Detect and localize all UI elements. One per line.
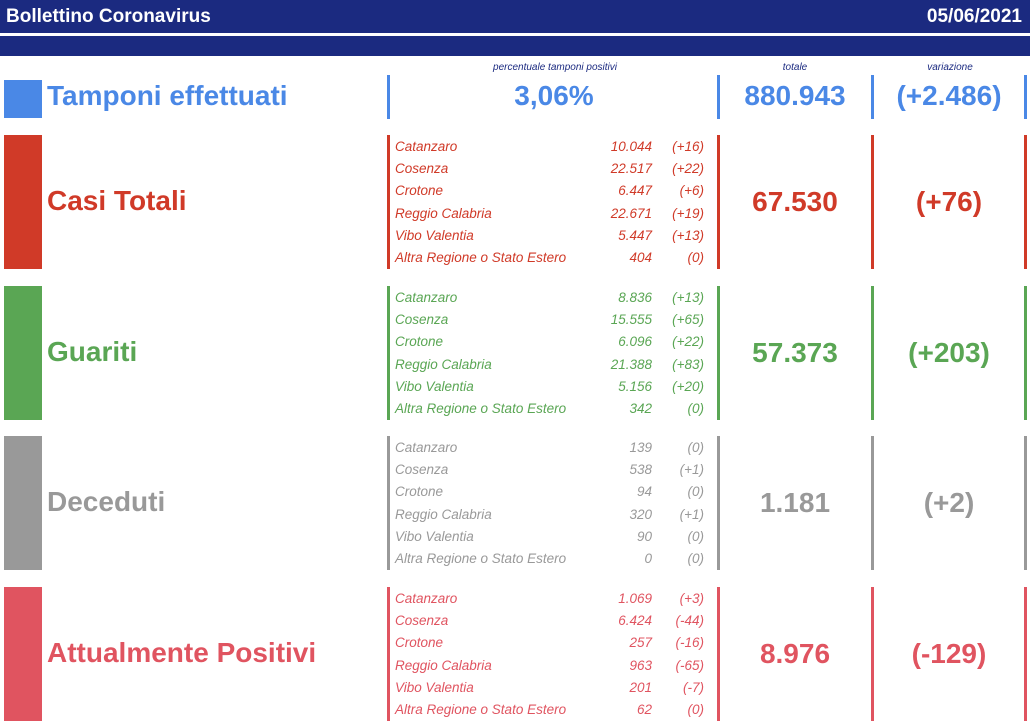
positivi-divider: [1024, 587, 1027, 721]
province-value: 8.836: [618, 290, 652, 305]
province-name: Cosenza: [395, 161, 449, 177]
province-delta: (+6): [679, 183, 704, 199]
province-name: Vibo Valentia: [395, 528, 474, 544]
casi-label: Casi Totali: [47, 185, 187, 216]
column-header-total: totale: [782, 62, 808, 73]
province-delta: (0): [687, 440, 704, 455]
province-name: Vibo Valentia: [395, 227, 474, 243]
province-delta: (-65): [675, 657, 704, 673]
province-value: 320: [629, 506, 652, 522]
tamponi-total: 880.943: [744, 80, 846, 111]
province-delta: (+22): [672, 334, 704, 350]
province-value: 21.388: [610, 356, 652, 372]
casi-color-block: [4, 135, 42, 269]
bulletin-date: 05/06/2021: [926, 6, 1022, 27]
province-value: 6.096: [618, 334, 652, 350]
deceduti-color-block: [4, 436, 42, 570]
province-name: Altra Regione o Stato Estero: [395, 250, 567, 265]
province-value: 94: [636, 484, 652, 500]
province-value: 22.671: [610, 205, 652, 221]
province-name: Catanzaro: [395, 591, 458, 606]
province-name: Catanzaro: [395, 290, 458, 305]
casi-divider: [1024, 135, 1027, 269]
tamponi-variation: (+2.486): [896, 80, 1002, 111]
province-delta: (0): [687, 401, 704, 416]
casi-total: 67.530: [752, 186, 838, 217]
province-value: 963: [629, 657, 652, 673]
column-header-variation: variazione: [927, 62, 973, 73]
positivi-variation: (-129): [911, 638, 987, 669]
province-name: Cosenza: [395, 312, 449, 328]
province-name: Reggio Calabria: [395, 205, 492, 221]
column-header-percent: percentuale tamponi positivi: [493, 62, 617, 73]
province-name: Catanzaro: [395, 440, 458, 455]
province-delta: (+13): [672, 227, 704, 243]
province-delta: (0): [687, 484, 704, 500]
province-name: Vibo Valentia: [395, 679, 474, 695]
province-delta: (0): [687, 551, 704, 566]
province-delta: (+3): [679, 591, 704, 606]
province-name: Altra Regione o Stato Estero: [395, 401, 567, 416]
province-value: 404: [629, 250, 652, 265]
tamponi-divider: [1024, 75, 1027, 119]
casi-variation: (+76): [915, 186, 983, 217]
positivi-divider: [387, 587, 390, 721]
header-band: [0, 36, 1030, 56]
province-delta: (+65): [672, 312, 704, 328]
province-delta: (+19): [672, 205, 704, 221]
province-value: 6.447: [618, 183, 652, 199]
province-name: Altra Regione o Stato Estero: [395, 551, 567, 566]
guariti-total: 57.373: [752, 337, 838, 368]
header-bar: [0, 0, 1030, 33]
province-value: 6.424: [618, 613, 652, 629]
positivi-label: Attualmente Positivi: [47, 637, 317, 668]
guariti-divider: [1024, 286, 1027, 420]
province-delta: (+20): [672, 378, 704, 394]
tamponi-percent: 3,06%: [514, 80, 594, 111]
province-value: 139: [629, 440, 652, 455]
deceduti-label: Deceduti: [47, 486, 166, 517]
tamponi-label: Tamponi effettuati: [47, 80, 288, 111]
province-value: 1.069: [618, 591, 652, 606]
province-delta: (+16): [672, 139, 704, 154]
province-name: Reggio Calabria: [395, 356, 492, 372]
deceduti-divider: [1024, 436, 1027, 570]
guariti-variation: (+203): [908, 337, 990, 368]
province-name: Crotone: [395, 183, 444, 199]
province-name: Crotone: [395, 484, 444, 500]
province-name: Cosenza: [395, 613, 449, 629]
province-name: Cosenza: [395, 462, 449, 478]
positivi-total: 8.976: [759, 638, 831, 669]
province-delta: (+1): [679, 506, 704, 522]
province-value: 201: [629, 679, 652, 695]
province-name: Reggio Calabria: [395, 506, 492, 522]
province-value: 0: [644, 551, 652, 566]
casi-divider: [387, 135, 390, 269]
province-value: 22.517: [610, 161, 652, 177]
guariti-divider: [387, 286, 390, 420]
guariti-color-block: [4, 286, 42, 420]
province-delta: (0): [687, 702, 704, 717]
province-value: 5.447: [618, 227, 652, 243]
province-name: Reggio Calabria: [395, 657, 492, 673]
province-delta: (+13): [672, 290, 704, 305]
bulletin-title: Bollettino Coronavirus: [6, 6, 211, 27]
deceduti-variation: (+2): [923, 487, 975, 518]
deceduti-divider: [387, 436, 390, 570]
province-value: 5.156: [618, 378, 652, 394]
province-name: Catanzaro: [395, 139, 458, 154]
province-value: 10.044: [610, 139, 652, 154]
province-delta: (-16): [675, 635, 704, 651]
province-value: 257: [629, 635, 652, 651]
tamponi-color-block: [4, 80, 42, 118]
province-delta: (0): [687, 250, 704, 265]
province-delta: (+22): [672, 161, 704, 177]
province-value: 342: [629, 401, 652, 416]
province-delta: (-44): [675, 613, 704, 629]
province-name: Vibo Valentia: [395, 378, 474, 394]
province-value: 62: [636, 702, 652, 717]
province-value: 15.555: [610, 312, 652, 328]
province-value: 538: [629, 462, 652, 478]
province-delta: (0): [687, 528, 704, 544]
guariti-label: Guariti: [47, 336, 138, 367]
province-delta: (+83): [672, 356, 704, 372]
positivi-color-block: [4, 587, 42, 721]
province-name: Crotone: [395, 635, 444, 651]
province-delta: (-7): [683, 679, 704, 695]
province-delta: (+1): [679, 462, 704, 478]
deceduti-total: 1.181: [759, 487, 831, 518]
province-name: Altra Regione o Stato Estero: [395, 702, 567, 717]
province-name: Crotone: [395, 334, 444, 350]
province-value: 90: [636, 528, 652, 544]
